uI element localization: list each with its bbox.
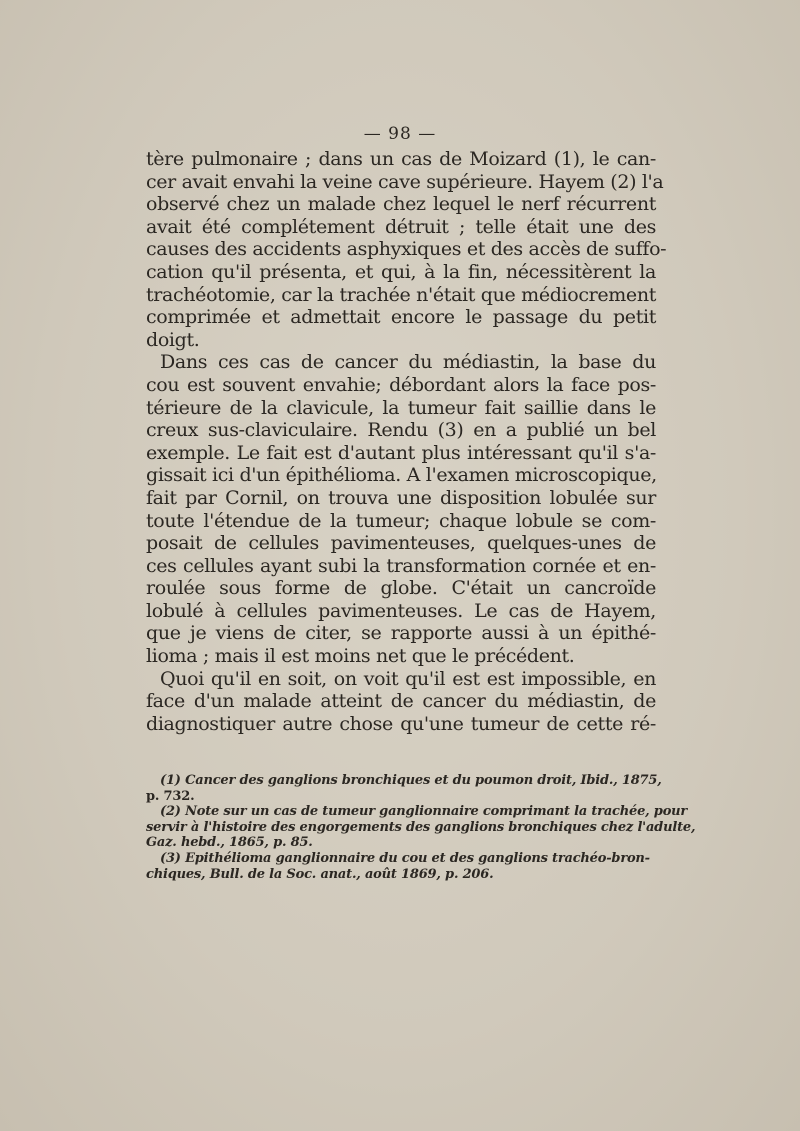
body-line: creux sus-claviculaire. Rendu (3) en a publié un bel xyxy=(146,419,656,442)
body-line: avait été complétement détruit ; telle était une des xyxy=(146,215,656,238)
footnote-line: (3) Epithélioma ganglionnaire du cou et des ganglions trachéo-bron- xyxy=(160,850,650,866)
footnote-line: p. 732. xyxy=(146,788,195,804)
body-line: posait de cellules pavimenteuses, quelques-unes de xyxy=(146,532,656,555)
body-line: trachéotomie, car la trachée n'était que médiocrement xyxy=(146,283,656,306)
footnote-line: servir à l'histoire des engorgements des ganglions bronchiques chez l'adulte, xyxy=(146,819,696,835)
body-line: cation qu'il présenta, et qui, à la fin, nécessitèrent la xyxy=(146,260,656,283)
body-line: comprimée et admettait encore le passage du petit xyxy=(146,306,656,329)
paragraph-end-line: lioma ; mais il est moins net que le précédent. xyxy=(146,645,575,668)
footnote-line: (1) Cancer des ganglions bronchiques et du poumon droit, Ibid., 1875, xyxy=(160,773,662,788)
footnotes xyxy=(146,773,696,882)
body-line: térieure de la clavicule, la tumeur fait saillie dans le xyxy=(146,396,656,419)
body-line: lobulé à cellules pavimenteuses. Le cas de Hayem, xyxy=(146,599,656,622)
page-number: — 98 — xyxy=(363,124,437,144)
body-line: gissait ici d'un épithélioma. A l'examen microscopique, xyxy=(146,464,657,487)
body-line: cou est souvent envahie; débordant alors la face pos- xyxy=(146,373,656,396)
body-line: ces cellules ayant subi la transformation cornée et en- xyxy=(146,554,656,577)
body-line: tère pulmonaire ; dans un cas de Moizard (1), le can- xyxy=(146,148,656,170)
body-line: causes des accidents asphyxiques et des accès de suffo- xyxy=(146,238,667,261)
body-line: cer avait envahi la veine cave supérieure. Hayem (2) l'a xyxy=(146,170,664,193)
paragraph-start-line: Dans ces cas de cancer du médiastin, la base du xyxy=(160,351,656,374)
footnote-line: Gaz. hebd., 1865, p. 85. xyxy=(146,835,313,851)
body-line: toute l'étendue de la tumeur; chaque lobule se com- xyxy=(146,509,656,532)
footnote-line: (2) Note sur un cas de tumeur ganglionnaire comprimant la trachée, pour xyxy=(160,804,688,820)
body-line: roulée sous forme de globe. C'était un cancroïde xyxy=(146,577,656,600)
footnote-line: chiques, Bull. de la Soc. anat., août 1869, p. 206. xyxy=(146,866,494,882)
body-line: fait par Cornil, on trouva une disposition lobulée sur xyxy=(146,486,656,509)
body-line: exemple. Le fait est d'autant plus intéressant qu'il s'a- xyxy=(146,441,656,464)
body-line: observé chez un malade chez lequel le nerf récurrent xyxy=(146,193,656,216)
paragraph-start-line: Quoi qu'il en soit, on voit qu'il est est impossible, en xyxy=(160,667,656,690)
body-line: que je viens de citer, se rapporte aussi à un épithé- xyxy=(146,622,656,645)
body-line: face d'un malade atteint de cancer du médiastin, de xyxy=(146,690,656,713)
paragraph-end-line: doigt. xyxy=(146,328,200,351)
body-text xyxy=(146,148,667,735)
body-line: diagnostiquer autre chose qu'une tumeur de cette ré- xyxy=(146,712,656,735)
